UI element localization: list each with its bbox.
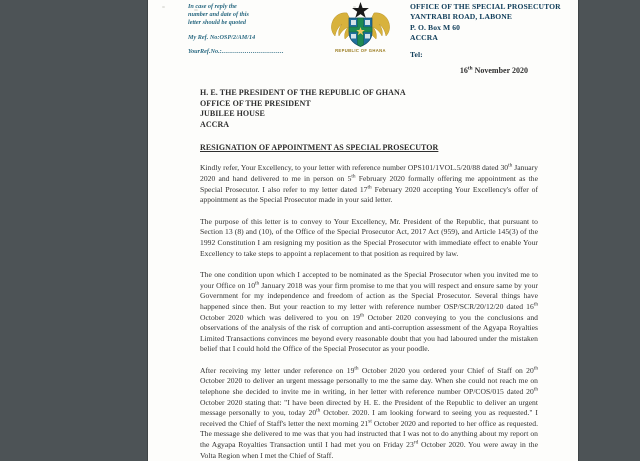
letterhead: [148, 0, 578, 60]
letterhead-office-address: [410, 2, 561, 60]
reply-note-line-1: In case of reply the: [188, 3, 237, 10]
date-month-year: November 2020: [472, 66, 528, 75]
addressee-line: H. E. THE PRESIDENT OF THE REPUBLIC OF GHANA: [200, 88, 406, 97]
viewer-left-background: [0, 0, 148, 461]
letterhead-reference-block: [188, 3, 308, 56]
ghana-coat-of-arms-icon: [323, 1, 398, 53]
reply-note-line-2: number and date of this: [188, 11, 249, 19]
letter-subject-heading: RESIGNATION OF APPOINTMENT AS SPECIAL PROSECUTOR: [200, 143, 439, 153]
addressee-block: [200, 88, 538, 130]
date-ordinal-suffix: th: [467, 65, 473, 72]
office-street: YANTRABI ROAD, LABONE: [410, 12, 513, 22]
letter-page: [148, 0, 578, 461]
addressee-line: OFFICE OF THE PRESIDENT: [200, 98, 311, 108]
letter-paragraph: The purpose of this letter is to convey to Your Excellency, Mr. President of the Republic, that pursuant to Section 13 (8) and (10), of the Office of the Special Prosecutor Act, 2017 Act (959), and Article 145(3) of the 1992 Constitution I am resigning my position as the Special Prosecutor with immediate effect to enable Your Excellency to take steps to appoint a replacement to that position as required by law.: [200, 216, 538, 258]
letter-body: [200, 66, 538, 461]
letter-paragraph: After receiving my letter under reference on 19th October 2020 you ordered your Chief of Staff on 20th October 2020 to deliver an urgent message personally to me the same day. When she could not reach me on telephone she decided to invite me in writing, in her letter with reference number OP/COS/015 dated 20th October 2020 stating that: "I have been directed by H. E. the President of the Republic to deliver an urgent message personally to you, today 20th October. 2020. I am looking forward to seeing you as requested." I received the Chief of Staff's letter the next morning 21st October 2020 and reported to her office as requested. The message she delivered to me was that you had instructed that I was not to do anything about my report on the Agyapa Royalties Transaction until I had met you on Friday 23rd October 2020. You were away in the Volta Region when I met the Chief of Staff.: [200, 365, 538, 460]
office-po-box: P. O. Box M 60: [410, 22, 461, 32]
office-name: OFFICE OF THE SPECIAL PROSECUTOR: [410, 2, 561, 11]
my-reference-number: My Ref. No:OSP/2/AM/14: [188, 33, 256, 41]
letter-paragraph: The one condition upon which I accepted to be nominated as the Special Prosecutor when you invited me to your Office on 10th January 2018 was your firm promise to me that you will respect and ensure same by your Government for my independence and freedom of action as the Special Prosecutor. Several things have happened since then. But your reaction to my letter with reference number OSP/SCR/20/12/20 dated 16th October 2020 which was delivered to you on 19th October 2020 conveying to you the conclusions and observations of the analysis of the risk of corruption and anti-corruption assessment of the Agyapa Royalties Limited Transactions convinces me beyond every reasonable doubt that you had laboured under the mistaken belief that I could hold the Office of the Special Prosecutor as your poodle.: [200, 270, 538, 354]
your-reference-number: [188, 48, 308, 56]
reply-note-line-3: letter should be quoted: [188, 19, 246, 27]
office-telephone-label: Tel:: [410, 49, 423, 59]
letter-paragraph: Kindly refer, Your Excellency, to your letter with reference number OPS101/1VOL.5/20/88 dated 30th January 2020 and hand delivered to me in person on 5th February 2020 formally offering me appointment as the Special Prosecutor. I also refer to my letter dated 17th February 2020 accepting Your Excellency's offer of appointment as the Special Prosecutor made in your said letter.: [200, 162, 539, 205]
emblem-caption: REPUBLIC OF GHANA: [335, 48, 386, 53]
date-day: 16: [459, 66, 468, 75]
your-reference-label: YourRef.No.:: [188, 47, 222, 55]
coat-of-arms-svg: [323, 1, 398, 51]
addressee-line: JUBILEE HOUSE: [200, 109, 265, 119]
your-reference-dotted-line: ................................: [221, 47, 284, 55]
addressee-line: ACCRA: [200, 119, 230, 129]
letter-date: [200, 66, 538, 75]
viewer-right-background: [578, 0, 640, 461]
office-city: ACCRA: [410, 33, 438, 43]
